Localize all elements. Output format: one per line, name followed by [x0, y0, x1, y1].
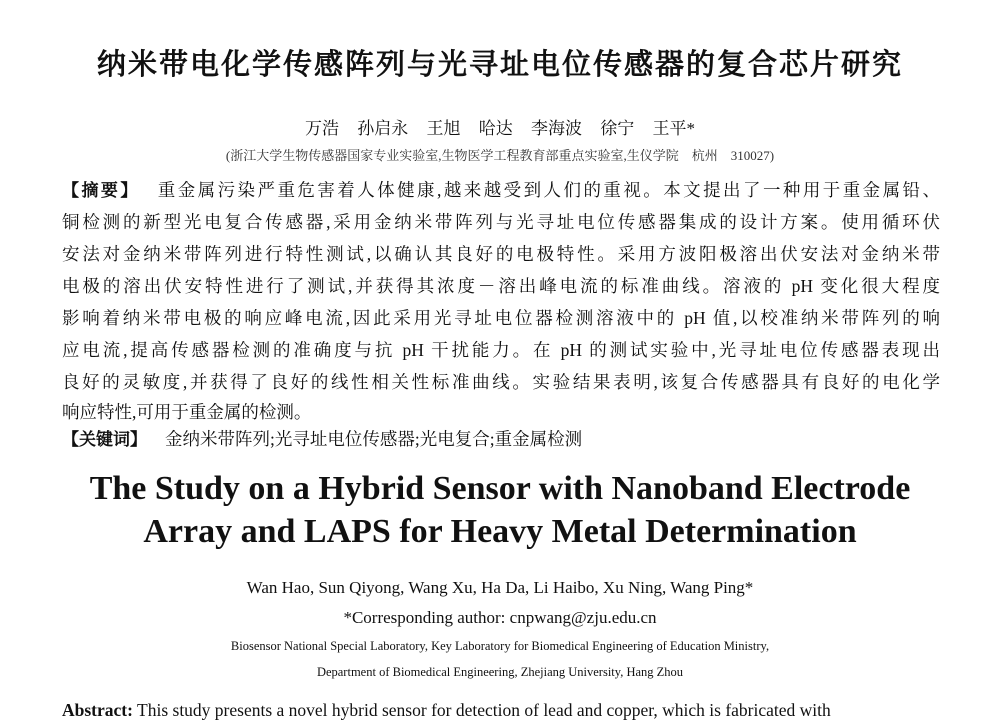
abstract-text: 重金属污染严重危害着人体健康,越来越受到人们的重视。本文提出了一种用于重金属铅、	[157, 180, 940, 200]
english-title-line2: Array and LAPS for Heavy Metal Determination	[143, 513, 857, 550]
chinese-affiliation: (浙江大学生物传感器国家专业实验室,生物医学工程教育部重点实验室,生仪学院 杭州 310027)	[225, 148, 775, 163]
chinese-abstract-line: 影响着纳米带电极的响应峰电流,因此采用光寻址电位器检测溶液中的 pH 值,以校准纳米带阵列的响	[62, 308, 940, 328]
english-affiliation-line2: Department of Biomedical Engineering, Zhejiang University, Hang Zhou	[316, 665, 684, 679]
english-abstract-label: Abstract:	[62, 700, 133, 720]
chinese-abstract-line: 电极的溶出伏安特性进行了测试,并获得其浓度－溶出峰电流的标准曲线。溶液的 pH 变化很大程度	[62, 276, 940, 296]
chinese-authors: 万浩 孙启永 王旭 哈达 李海波 徐宁 王平*	[305, 119, 695, 138]
keywords-text: 金纳米带阵列;光寻址电位传感器;光电复合;重金属检测	[165, 429, 583, 449]
chinese-abstract-line: 响应特性,可用于重金属的检测。	[62, 402, 312, 422]
corresponding-author: *Corresponding author: cnpwang@zju.edu.cn	[343, 608, 657, 627]
chinese-keywords	[62, 426, 940, 452]
english-abstract-text: This study presents a novel hybrid sensor for detection of lead and copper, which is fabricated with	[137, 700, 831, 720]
chinese-abstract-line: 良好的灵敏度,并获得了良好的线性相关性标准曲线。实验结果表明,该复合传感器具有良好的电化学	[62, 372, 940, 392]
chinese-abstract-line: 安法对金纳米带阵列进行特性测试,以确认其良好的电极特性。采用方波阳极溶出伏安法对金纳米带	[62, 244, 940, 264]
english-authors: Wan Hao, Sun Qiyong, Wang Xu, Ha Da, Li Haibo, Xu Ning, Wang Ping*	[246, 578, 754, 597]
chinese-abstract-line: 铜检测的新型光电复合传感器,采用金纳米带阵列与光寻址电位传感器集成的设计方案。使用循环伏	[62, 212, 940, 232]
english-abstract	[62, 700, 940, 721]
chinese-abstract-line: 应电流,提高传感器检测的准确度与抗 pH 干扰能力。在 pH 的测试实验中,光寻址电位传感器表现出	[62, 340, 940, 360]
english-title-line1: The Study on a Hybrid Sensor with Nanoband Electrode	[89, 470, 911, 507]
english-affiliation-line1: Biosensor National Special Laboratory, Key Laboratory for Biomedical Engineering of Education Ministry,	[230, 639, 770, 653]
abstract-label: 【摘要】	[62, 181, 140, 201]
chinese-title: 纳米带电化学传感阵列与光寻址电位传感器的复合芯片研究	[96, 47, 903, 81]
chinese-abstract-line	[62, 177, 940, 203]
keywords-label: 【关键词】	[62, 430, 147, 450]
